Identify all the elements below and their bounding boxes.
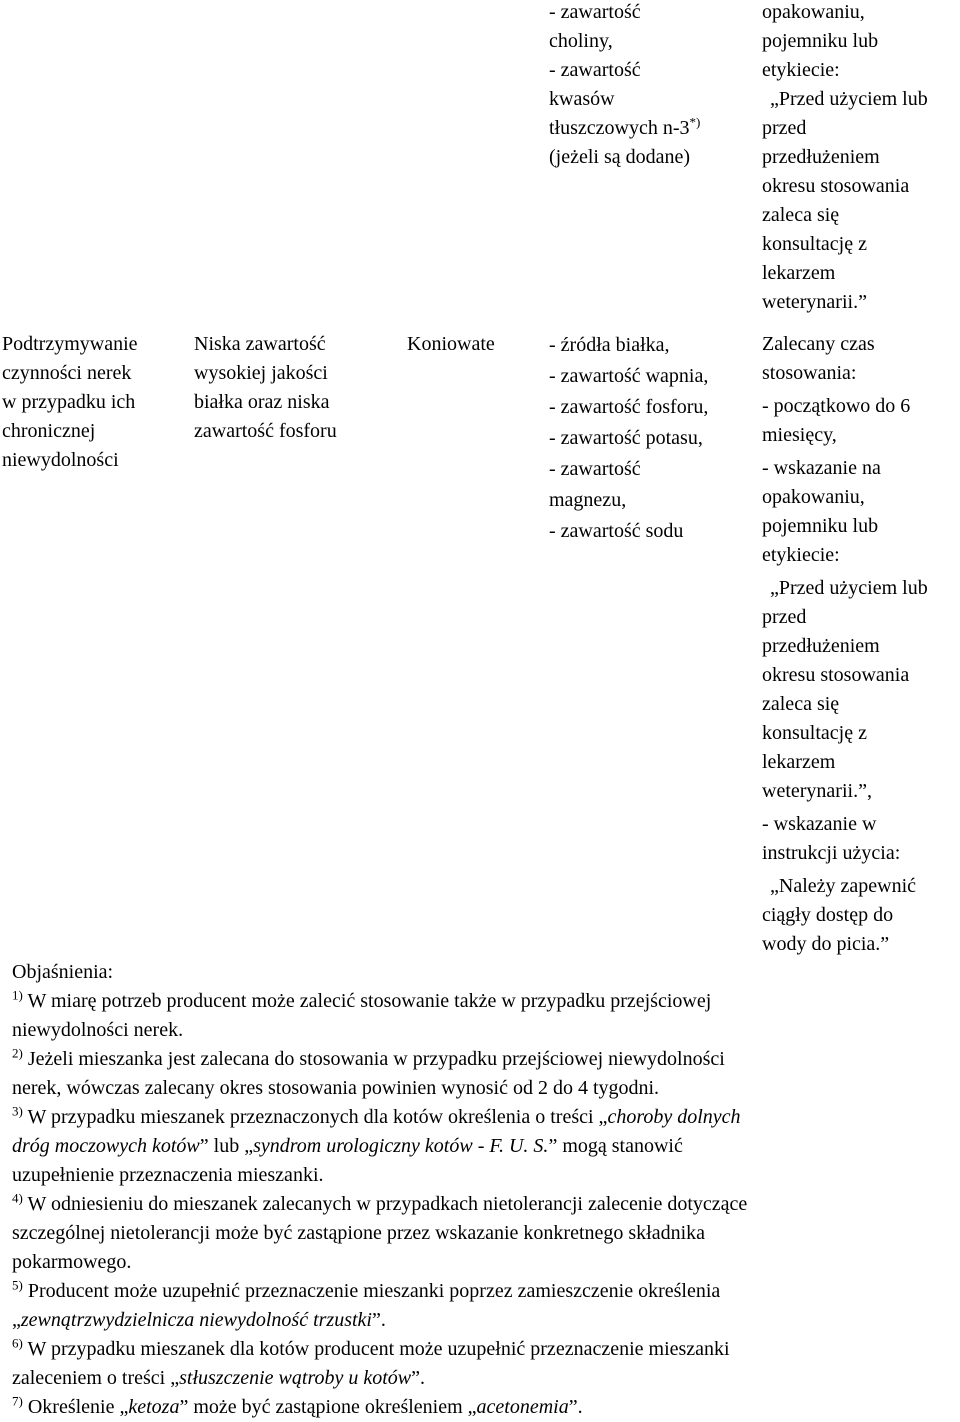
- nutritional-features-cell: [194, 330, 337, 446]
- cont-labelling-cell: [549, 0, 700, 172]
- footnote-7: $^{7)}$ Określenie „ketoza” może być zastąpione określeniem „acetonemia”.: [12, 1393, 583, 1418]
- footnote-3-cont2: uzupełnienie przeznaczenia mieszanki.: [12, 1164, 324, 1186]
- footnote-1-cont: niewydolności nerek.: [12, 1019, 184, 1041]
- text-line: konsultację z: [762, 233, 867, 255]
- text-line: - wskazanie w: [762, 813, 877, 835]
- labelling-cell: [549, 330, 708, 547]
- text-line: - wskazanie na: [762, 457, 881, 479]
- footnote-3-cont: dróg moczowych kotów” lub „syndrom urologiczny kotów - F. U. S.” mogą stanowić: [12, 1135, 683, 1157]
- text-line: etykiecie:: [762, 59, 840, 81]
- footnote-mark: 4): [12, 1190, 23, 1206]
- footnote-5: $^{5)}$ Producent może uzupełnić przeznaczenie mieszanki poprzez zamieszczenie określenia: [12, 1277, 721, 1302]
- text-line: - zawartość: [549, 1, 641, 23]
- text-line: tłuszczowych n-3*): [549, 114, 701, 139]
- footnote-6-cont: zaleceniem o treści „stłuszczenie wątroby u kotów”.: [12, 1367, 426, 1389]
- text-line: pojemniku lub: [762, 30, 879, 52]
- text-line: lekarzem: [762, 751, 836, 773]
- footnote-mark: 6): [12, 1335, 23, 1351]
- text-line: kwasów: [549, 88, 615, 110]
- text-line: w przypadku ich: [2, 391, 136, 413]
- footnote-4-cont2: pokarmowego.: [12, 1251, 132, 1273]
- text-line: weterynarii.”,: [762, 780, 872, 802]
- text-line: - zawartość: [549, 59, 641, 81]
- form-cell: [407, 330, 495, 359]
- text-line: „Przed użyciem lub: [770, 577, 928, 599]
- text-line: - zawartość fosforu,: [549, 396, 709, 418]
- footnote-ref: *): [689, 114, 701, 130]
- text-line: weterynarii.”: [762, 291, 867, 313]
- footnote-6: $^{6)}$ W przypadku mieszanek dla kotów producent może uzupełnić przeznaczenie mieszanki: [12, 1335, 730, 1360]
- footnote-1: $^{1)}$ W miarę potrzeb producent może zalecić stosowanie także w przypadku przejściowej: [12, 987, 712, 1012]
- text-line: pojemniku lub: [762, 515, 879, 537]
- footnote-2: $^{2)}$ Jeżeli mieszanka jest zalecana do stosowania w przypadku przejściowej niewydolności: [12, 1045, 725, 1070]
- text-line: okresu stosowania: [762, 664, 910, 686]
- text-line: ciągły dostęp do: [762, 904, 894, 926]
- text-line: - początkowo do 6: [762, 395, 911, 417]
- footnote-mark: 3): [12, 1103, 23, 1119]
- text-line: - źródła białka,: [549, 334, 670, 356]
- text-line: instrukcji użycia:: [762, 842, 901, 864]
- text-line: niewydolności: [2, 449, 119, 471]
- text-line: opakowaniu,: [762, 1, 865, 23]
- text-line: konsultację z: [762, 722, 867, 744]
- text-line: białka oraz niska: [194, 391, 330, 413]
- text-line: Podtrzymywanie: [2, 333, 138, 355]
- text-line: okresu stosowania: [762, 175, 910, 197]
- text-line: - zawartość: [549, 458, 641, 480]
- text-line: miesięcy,: [762, 424, 837, 446]
- text-line: - zawartość sodu: [549, 520, 684, 542]
- text-line: zawartość fosforu: [194, 420, 337, 442]
- text-line: wody do picia.”: [762, 933, 890, 955]
- purpose-cell: [2, 330, 138, 475]
- text-line: przedłużeniem: [762, 635, 880, 657]
- text-line: chronicznej: [2, 420, 96, 442]
- text-line: przed: [762, 606, 807, 628]
- footnotes: [12, 958, 957, 1422]
- text-line: opakowaniu,: [762, 486, 865, 508]
- footnote-4-cont: szczególnej nietolerancji może być zastąpione przez wskazanie konkretnego składnika: [12, 1222, 706, 1244]
- text-line: lekarzem: [762, 262, 836, 284]
- text-line: zaleca się: [762, 693, 840, 715]
- footnote-mark: 2): [12, 1045, 23, 1061]
- text-line: magnezu,: [549, 489, 627, 511]
- text-line: „Należy zapewnić: [770, 875, 917, 897]
- text-line: przed: [762, 117, 807, 139]
- text-line: przedłużeniem: [762, 146, 880, 168]
- text-line: Koniowate: [407, 333, 495, 355]
- text-line: - zawartość wapnia,: [549, 365, 709, 387]
- cont-period-cell: [762, 0, 928, 317]
- footnote-4: $^{4)}$ W odniesieniu do mieszanek zalecanych w przypadkach nietolerancji zalecenie dotyczące: [12, 1190, 748, 1215]
- text-line: stosowania:: [762, 362, 857, 384]
- footnote-2-cont: nerek, wówczas zalecany okres stosowania powinien wynosić od 2 do 4 tygodni.: [12, 1077, 660, 1099]
- text-line: choliny,: [549, 30, 613, 52]
- footnote-3: $^{3)}$ W przypadku mieszanek przeznaczonych dla kotów określenia o treści „choroby dolnych: [12, 1103, 741, 1128]
- text-line: (jeżeli są dodane): [549, 146, 691, 168]
- text-line: zaleca się: [762, 204, 840, 226]
- footnote-mark: 1): [12, 987, 23, 1003]
- footnote-mark: 7): [12, 1393, 23, 1409]
- footnote-mark: 5): [12, 1277, 23, 1293]
- text-line: - zawartość potasu,: [549, 427, 703, 449]
- text-line: „Przed użyciem lub: [770, 88, 928, 110]
- period-cell: [762, 330, 928, 959]
- text-line: Zalecany czas: [762, 333, 875, 355]
- text-line: czynności nerek: [2, 362, 132, 384]
- footnotes-heading: Objaśnienia:: [12, 961, 114, 983]
- footnote-5-cont: „zewnątrzwydzielnicza niewydolność trzustki”.: [12, 1309, 386, 1331]
- text-line: etykiecie:: [762, 544, 840, 566]
- text-line: wysokiej jakości: [194, 362, 328, 384]
- text-line: Niska zawartość: [194, 333, 326, 355]
